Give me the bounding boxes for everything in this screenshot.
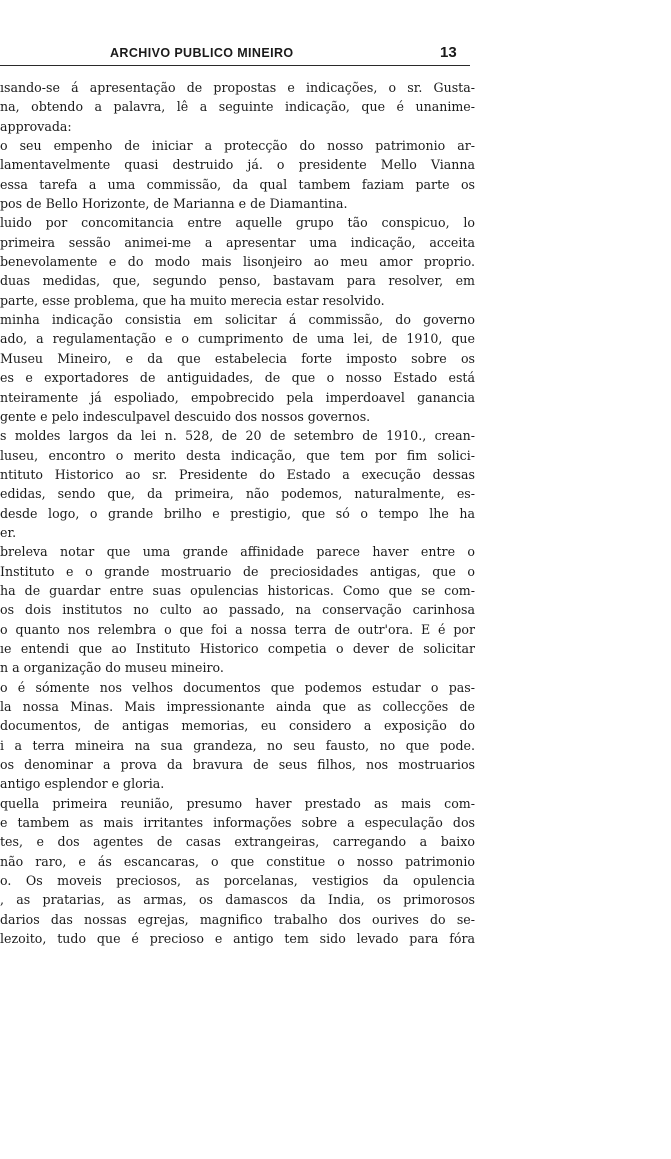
- text-line: e tambem as mais irritantes informações sobre a especulação dos: [0, 815, 475, 831]
- running-head: [0, 44, 500, 66]
- text-line: primeira sessão animei-me a apresentar uma indicação, acceita: [0, 234, 475, 250]
- text-line: luseu, encontro o merito desta indicação, que tem por fim solici-: [0, 447, 475, 463]
- text-line: lamentavelmente quasi destruido já. o presidente Mello Vianna: [0, 157, 475, 173]
- text-line: o. Os moveis preciosos, as porcelanas, vestigios da opulencia: [0, 873, 475, 889]
- text-line: na, obtendo a palavra, lê a seguinte indicação, que é unanime-: [0, 99, 475, 115]
- text-line: nteiramente já espoliado, empobrecido pela imperdoavel ganancia: [0, 389, 475, 405]
- text-line: Museu Mineiro, e da que estabelecia forte imposto sobre os: [0, 350, 475, 366]
- text-line: o é sómente nos velhos documentos que podemos estudar o pas-: [0, 679, 475, 695]
- text-line: gente e pelo indesculpavel descuido dos nossos governos.: [0, 408, 371, 424]
- text-line: quella primeira reunião, presumo haver prestado as mais com-: [0, 795, 475, 811]
- text-line: i a terra mineira na sua grandeza, no seu fausto, no que pode.: [0, 737, 475, 753]
- running-title: ARCHIVO PUBLICO MINEIRO: [110, 46, 294, 60]
- text-line: luido por concomitancia entre aquelle grupo tão conspicuo, lo: [0, 215, 475, 231]
- header-rule: [0, 65, 470, 66]
- text-line: o seu empenho de iniciar a protecção do nosso patrimonio ar-: [0, 138, 475, 154]
- text-line: n a organização do museu mineiro.: [0, 660, 224, 676]
- text-line: antigo esplendor e gloria.: [0, 776, 165, 792]
- text-line: edidas, sendo que, da primeira, não podemos, naturalmente, es-: [0, 486, 475, 502]
- text-line: Instituto e o grande mostruario de preciosidades antigas, que o: [0, 563, 475, 579]
- text-line: ado, a regulamentação e o cumprimento de uma lei, de 1910, que: [0, 331, 475, 347]
- page-number: 13: [440, 44, 457, 61]
- text-line: os denominar a prova da bravura de seus filhos, nos mostruarios: [0, 757, 475, 773]
- text-line: ıe entendi que ao Instituto Historico competia o dever de solicitar: [0, 640, 475, 656]
- text-line: la nossa Minas. Mais impressionante ainda que as collecções de: [0, 699, 475, 714]
- text-line: ha de guardar entre suas opulencias historicas. Como que se com-: [0, 582, 475, 598]
- text-line: duas medidas, que, segundo penso, bastavam para resolver, em: [0, 273, 475, 289]
- text-line: darios das nossas egrejas, magnifico trabalho dos ourives do se-: [0, 911, 475, 927]
- text-line: não raro, e ás escancaras, o que constitue o nosso patrimonio: [0, 853, 475, 869]
- text-line: lezoito, tudo que é precioso e antigo tem sido levado para fóra: [0, 931, 475, 947]
- text-line: approvada:: [0, 118, 72, 134]
- text-line: minha indicação consistia em solicitar á commissão, do governo: [0, 312, 475, 328]
- text-line: , as pratarias, as armas, os damascos da India, os primorosos: [0, 892, 475, 908]
- text-line: er.: [0, 524, 17, 540]
- text-line: documentos, de antigas memorias, eu considero a exposição do: [0, 718, 475, 734]
- text-line: s moldes largos da lei n. 528, de 20 de setembro de 1910., crean-: [0, 428, 475, 444]
- text-line: ısando-se á apresentação de propostas e indicações, o sr. Gusta-: [0, 80, 475, 95]
- text-line: tes, e dos agentes de casas extrangeiras, carregando a baixo: [0, 834, 475, 850]
- text-line: desde logo, o grande brilho e prestigio, que só o tempo lhe ha: [0, 505, 475, 521]
- text-line: ntituto Historico ao sr. Presidente do Estado a execução dessas: [0, 466, 475, 482]
- text-line: essa tarefa a uma commissão, da qual tambem faziam parte os: [0, 176, 475, 192]
- text-line: es e exportadores de antiguidades, de que o nosso Estado está: [0, 370, 475, 386]
- text-line: breleva notar que uma grande affinidade parece haver entre o: [0, 544, 475, 560]
- text-line: benevolamente e do modo mais lisonjeiro ao meu amor proprio.: [0, 254, 475, 270]
- text-line: parte, esse problema, que ha muito merecia estar resolvido.: [0, 292, 385, 308]
- text-line: o quanto nos relembra o que foi a nossa terra de outr'ora. E é por: [0, 621, 475, 637]
- body-text: [0, 78, 475, 948]
- text-line: os dois institutos no culto ao passado, na conservação carinhosa: [0, 602, 475, 618]
- text-line: pos de Bello Horizonte, de Marianna e de Diamantina.: [0, 196, 348, 212]
